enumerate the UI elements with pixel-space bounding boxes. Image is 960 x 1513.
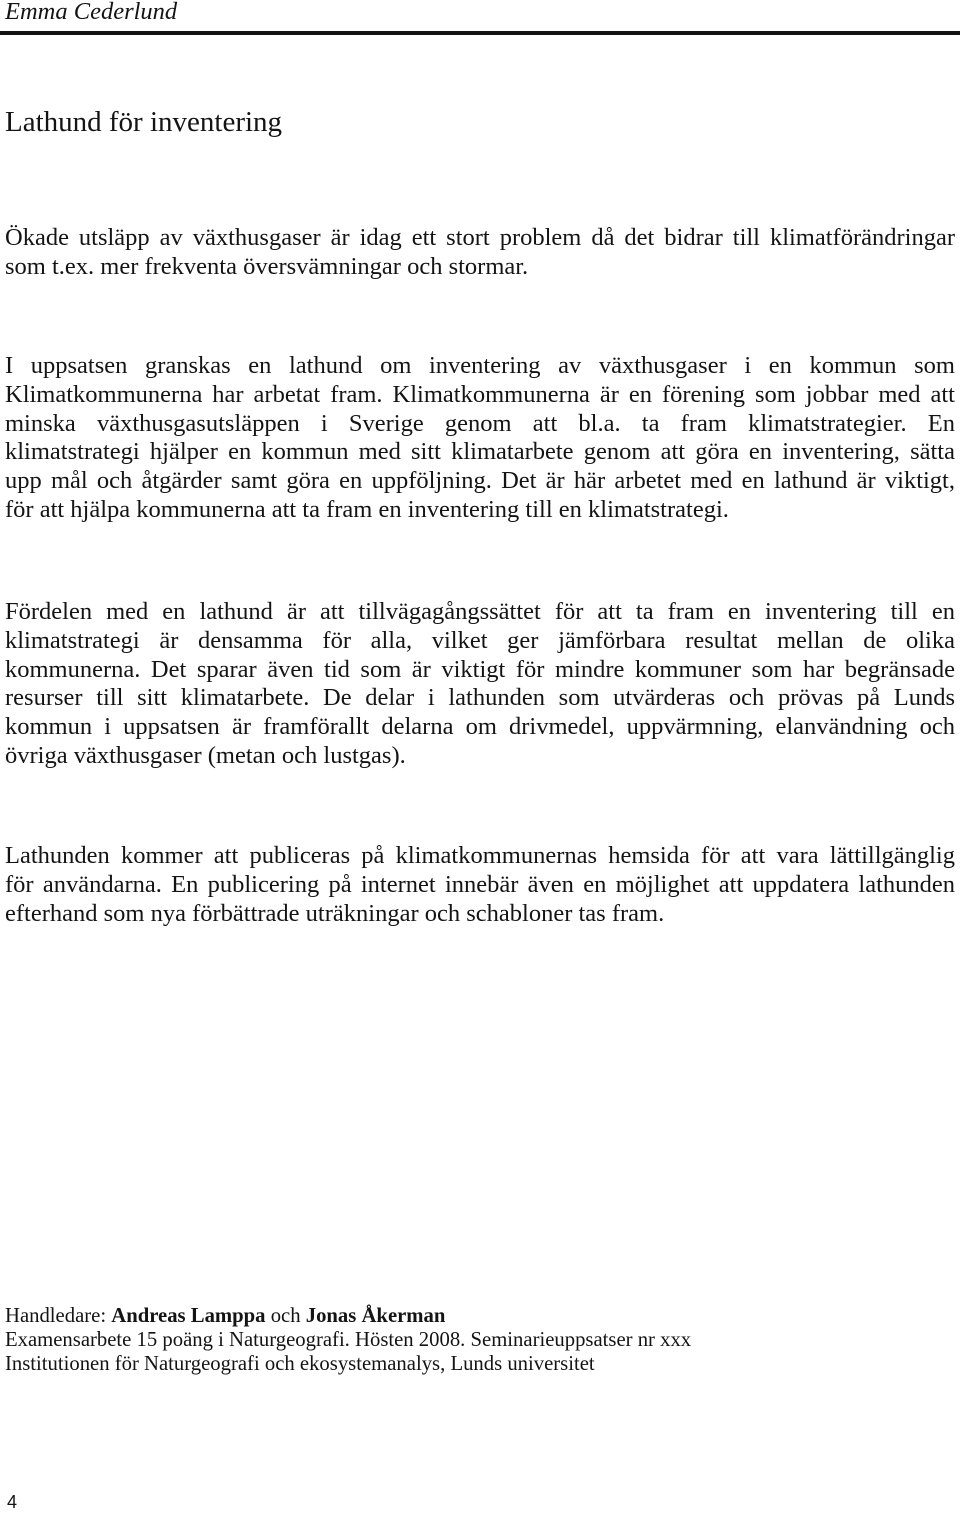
header-author: Emma Cederlund: [5, 0, 178, 25]
supervisors-line: [5, 1304, 955, 1328]
paragraph-line: för att hjälpa kommunerna att ta fram en inventering till en klimatstrategi.: [5, 495, 729, 523]
supervisor-name: Andreas Lamppa: [111, 1305, 266, 1327]
header-rule: [0, 31, 960, 35]
paragraph-line: klimatstrategi hjälper en kommun med sitt klimatarbete genom att göra en inventering, sätta: [5, 438, 955, 466]
page-number: 4: [7, 1492, 18, 1512]
paragraph-line: Klimatkommunerna har arbetat fram. Klimatkommunerna är en förening som jobbar med att: [5, 380, 955, 408]
thesis-info-line: Examensarbete 15 poäng i Naturgeografi. Hösten 2008. Seminarieuppsatser nr xxx: [5, 1329, 692, 1351]
paragraph-line: resurser till sitt klimatarbete. De delar i lathunden som utvärderas och prövas på Lunds: [5, 684, 955, 712]
supervisor-label: Handledare:: [5, 1305, 107, 1327]
supervisor-name: Jonas Åkerman: [305, 1305, 446, 1327]
supervisor-joiner: och: [270, 1305, 301, 1327]
paragraph-line: Ökade utsläpp av växthusgaser är idag ett stort problem då det bidrar till klimatförändringar: [5, 224, 955, 251]
paragraph-line: minska växthusgasutsläppen i Sverige genom att bl.a. ta fram klimatstrategier. En: [5, 409, 955, 437]
document-title: Lathund för inventering: [5, 106, 283, 138]
paragraph-line: för användarna. En publicering på internet innebär även en möjlighet att uppdatera lathunden: [5, 870, 955, 898]
paragraph-line: kommun i uppsatsen är framförallt delarna om drivmedel, uppvärmning, elanvändning och: [5, 713, 955, 741]
thesis-footer: [5, 1304, 955, 1376]
paragraph-line: kommunerna. Det sparar även tid som är viktigt för mindre kommuner som har begränsade: [5, 655, 955, 683]
paragraph-line: övriga växthusgaser (metan och lustgas).: [5, 741, 406, 769]
paragraph-line: I uppsatsen granskas en lathund om inventering av växthusgaser i en kommun som: [5, 352, 955, 379]
paragraph-4: [5, 842, 955, 928]
paragraph-line: upp mål och åtgärder samt göra en uppföljning. Det är här arbetet med en lathund är viktigt,: [5, 467, 955, 495]
paragraph-line: efterhand som nya förbättrade uträkningar och schabloner tas fram.: [5, 899, 665, 927]
paragraph-2: [5, 352, 955, 525]
paragraph-line: Fördelen med en lathund är att tillvägagångssättet för att ta fram en inventering till en: [5, 598, 955, 625]
paragraph-line: som t.ex. mer frekventa översvämningar och stormar.: [5, 252, 529, 280]
paragraph-1: [5, 224, 955, 282]
paragraph-3: [5, 598, 955, 771]
paragraph-line: Lathunden kommer att publiceras på klimatkommunernas hemsida för att vara lättillgänglig: [5, 842, 955, 869]
paragraph-line: klimatstrategi är densamma för alla, vilket ger jämförbara resultat mellan de olika: [5, 626, 955, 654]
institution-line: Institutionen för Naturgeografi och ekosystemanalys, Lunds universitet: [5, 1353, 595, 1375]
